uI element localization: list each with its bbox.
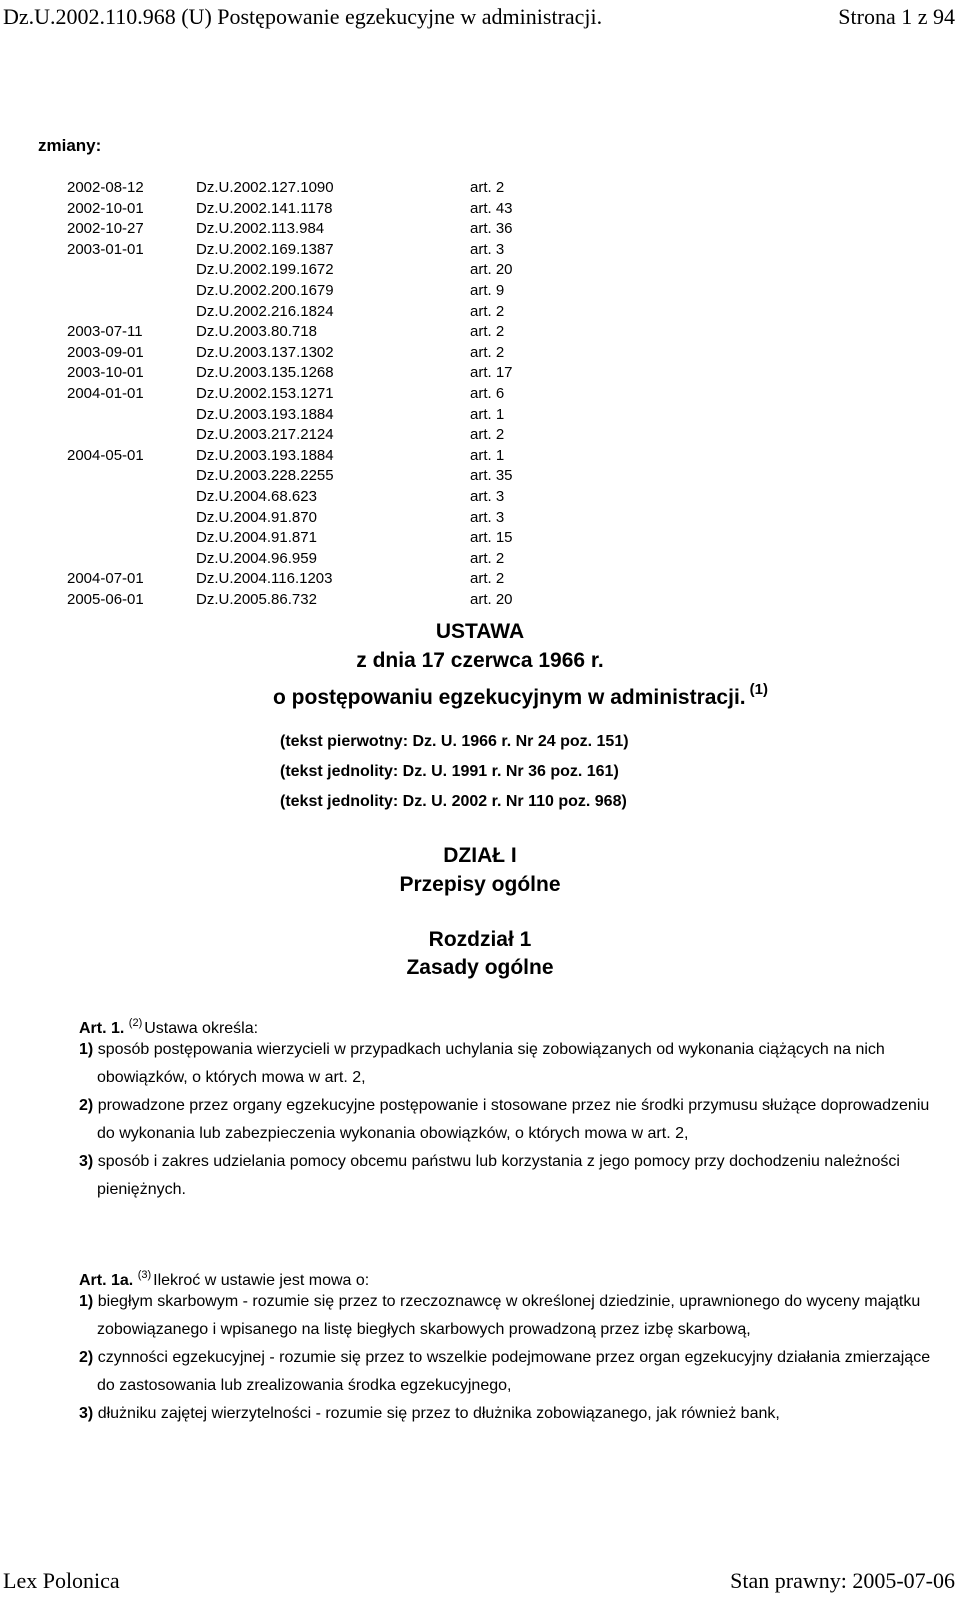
chapter-title: Rozdział 1	[428, 928, 532, 951]
source-line: (tekst pierwotny: Dz. U. 1966 r. Nr 24 poz. 151)	[280, 733, 629, 750]
article-item	[79, 1148, 939, 1204]
changes-label: zmiany:	[38, 136, 102, 155]
definition-term: czynności egzekucyjnej	[97, 1349, 265, 1366]
change-article: art. 3	[470, 240, 505, 258]
article-item	[79, 1036, 939, 1092]
change-article: art. 6	[470, 384, 505, 402]
change-article: art. 1	[470, 446, 505, 464]
definition-text: - rozumie się przez to dłużnika zobowiązanego, jak również bank,	[311, 1405, 780, 1422]
division-name: Przepisy ogólne	[399, 873, 561, 896]
change-ref-link[interactable]: Dz.U.2005.86.732	[196, 590, 317, 608]
document-title: Dz.U.2002.110.968 (U) Postępowanie egzekucyjne w administracji.	[3, 4, 603, 29]
item-number: 1)	[79, 1041, 94, 1058]
change-article: art. 2	[470, 179, 505, 196]
act-name-heading	[273, 677, 768, 711]
change-date: 2002-10-27	[67, 220, 144, 238]
change-ref-link[interactable]: Dz.U.2002.216.1824	[196, 302, 334, 320]
change-article: art. 3	[470, 508, 505, 526]
act-name-text: o postępowaniu egzekucyjnym w administracji.	[273, 686, 746, 709]
change-article: art. 2	[470, 549, 505, 567]
change-date: 2004-01-01	[67, 384, 144, 402]
definition-text: - rozumie się przez to rzeczoznawcę w określonej dziedzinie, uprawnionego do wyceny majątku zobowiązanego i wpisanego na listę biegłych skarbowych prowadzoną przez izbę skarbową,	[97, 1293, 921, 1338]
definition-term: dłużniku zajętej wierzytelności	[97, 1405, 312, 1422]
item-text: prowadzone przez organy egzekucyjne postępowanie i stosowane przez nie środki przymusu służące doprowadzeniu do wykonania lub zabezpieczenia wykonania obowiązków, o których mowa w art. 2,	[97, 1097, 930, 1142]
change-date: 2003-09-01	[67, 343, 144, 361]
change-article: art. 20	[470, 261, 513, 279]
article-label: Art. 1a.	[79, 1272, 134, 1289]
footer-publisher: Lex Polonica	[3, 1568, 120, 1593]
page-indicator: Strona 1 z 94	[838, 4, 955, 29]
change-ref-link[interactable]: Dz.U.2004.116.1203	[196, 570, 333, 588]
article-label: Art. 1.	[79, 1020, 125, 1037]
chapter-name: Zasady ogólne	[406, 956, 554, 979]
change-ref-link[interactable]: Dz.U.2004.96.959	[196, 549, 317, 567]
change-article: art. 15	[470, 529, 513, 547]
change-date: 2003-01-01	[67, 240, 144, 258]
change-ref-link[interactable]: Dz.U.2003.137.1302	[196, 343, 334, 361]
change-ref-link[interactable]: Dz.U.2002.113.984	[196, 220, 325, 238]
change-article: art. 43	[470, 199, 513, 217]
change-date: 2002-08-12	[67, 179, 144, 196]
definition-text: - rozumie się przez to wszelkie podejmowane przez organ egzekucyjny działania zmierzające do zastosowania lub zrealizowania środka egzekucyjnego,	[97, 1349, 931, 1394]
change-ref-link[interactable]: Dz.U.2003.228.2255	[196, 467, 334, 485]
change-article: art. 2	[470, 343, 505, 361]
footer-legal-status: Stan prawny: 2005-07-06	[730, 1568, 955, 1593]
change-ref-link[interactable]: Dz.U.2002.200.1679	[196, 281, 334, 299]
change-article: art. 17	[470, 364, 513, 382]
change-date: 2004-05-01	[67, 446, 144, 464]
change-article: art. 20	[470, 590, 513, 608]
change-ref-link[interactable]: Dz.U.2002.127.1090	[196, 179, 334, 196]
change-article: art. 9	[470, 281, 505, 299]
change-ref-link[interactable]: Dz.U.2003.135.1268	[196, 364, 334, 382]
change-date: 2004-07-01	[67, 570, 144, 588]
division-title: DZIAŁ I	[443, 844, 517, 867]
article-intro: Ustawa określa:	[144, 1020, 259, 1037]
change-ref-link[interactable]: Dz.U.2003.193.1884	[196, 446, 334, 464]
item-text: sposób postępowania wierzycieli w przypadkach uchylania się zobowiązanych od wykonania ciążących na nich obowiązków, o których mowa w art. 2,	[97, 1041, 885, 1086]
change-article: art. 35	[470, 467, 513, 485]
change-date: 2002-10-01	[67, 199, 144, 217]
change-ref-link[interactable]: Dz.U.2002.169.1387	[196, 240, 334, 258]
change-article: art. 3	[470, 487, 505, 505]
item-text: sposób i zakres udzielania pomocy obcemu państwu lub korzystania z jego pomocy przy dochodzeniu należności pieniężnych.	[97, 1153, 900, 1198]
change-ref-link[interactable]: Dz.U.2002.199.1672	[196, 261, 334, 279]
footnote-ref[interactable]: (3)	[137, 1269, 152, 1281]
change-date: 2003-10-01	[67, 364, 144, 382]
item-number: 1)	[79, 1293, 94, 1310]
article-item	[79, 1092, 939, 1148]
change-ref-link[interactable]: Dz.U.2002.153.1271	[196, 384, 334, 402]
change-article: art. 2	[470, 570, 505, 588]
change-ref-link[interactable]: Dz.U.2004.68.623	[196, 487, 317, 505]
change-article: art. 2	[470, 426, 505, 444]
source-line: (tekst jednolity: Dz. U. 1991 r. Nr 36 poz. 161)	[280, 763, 619, 780]
item-number: 3)	[79, 1405, 94, 1422]
act-date-heading: z dnia 17 czerwca 1966 r.	[356, 649, 604, 672]
article-1a-items	[79, 1288, 939, 1428]
change-ref-link[interactable]: Dz.U.2003.193.1884	[196, 405, 334, 423]
change-ref-link[interactable]: Dz.U.2004.91.871	[196, 529, 317, 547]
change-ref-link[interactable]: Dz.U.2003.217.2124	[196, 426, 334, 444]
article-1-items	[79, 1036, 939, 1204]
change-article: art. 36	[470, 220, 513, 238]
footnote-ref[interactable]: (2)	[128, 1017, 143, 1029]
change-ref-link[interactable]: Dz.U.2002.141.1178	[196, 199, 333, 217]
change-article: art. 1	[470, 405, 505, 423]
change-article: art. 2	[470, 302, 505, 320]
definition-item	[79, 1400, 939, 1428]
definition-item	[79, 1344, 939, 1400]
change-date: 2005-06-01	[67, 590, 144, 608]
source-line: (tekst jednolity: Dz. U. 2002 r. Nr 110 poz. 968)	[280, 793, 627, 810]
item-number: 2)	[79, 1349, 94, 1366]
definition-term: biegłym skarbowym	[97, 1293, 239, 1310]
item-number: 2)	[79, 1097, 94, 1114]
change-date: 2003-07-11	[67, 323, 143, 341]
article-intro: Ilekroć w ustawie jest mowa o:	[153, 1272, 370, 1289]
change-ref-link[interactable]: Dz.U.2004.91.870	[196, 508, 317, 526]
act-type-heading: USTAWA	[435, 620, 525, 643]
change-article: art. 2	[470, 323, 505, 341]
item-number: 3)	[79, 1153, 94, 1170]
definition-item	[79, 1288, 939, 1344]
change-ref-link[interactable]: Dz.U.2003.80.718	[196, 323, 317, 341]
footnote-ref[interactable]: (1)	[749, 681, 768, 698]
